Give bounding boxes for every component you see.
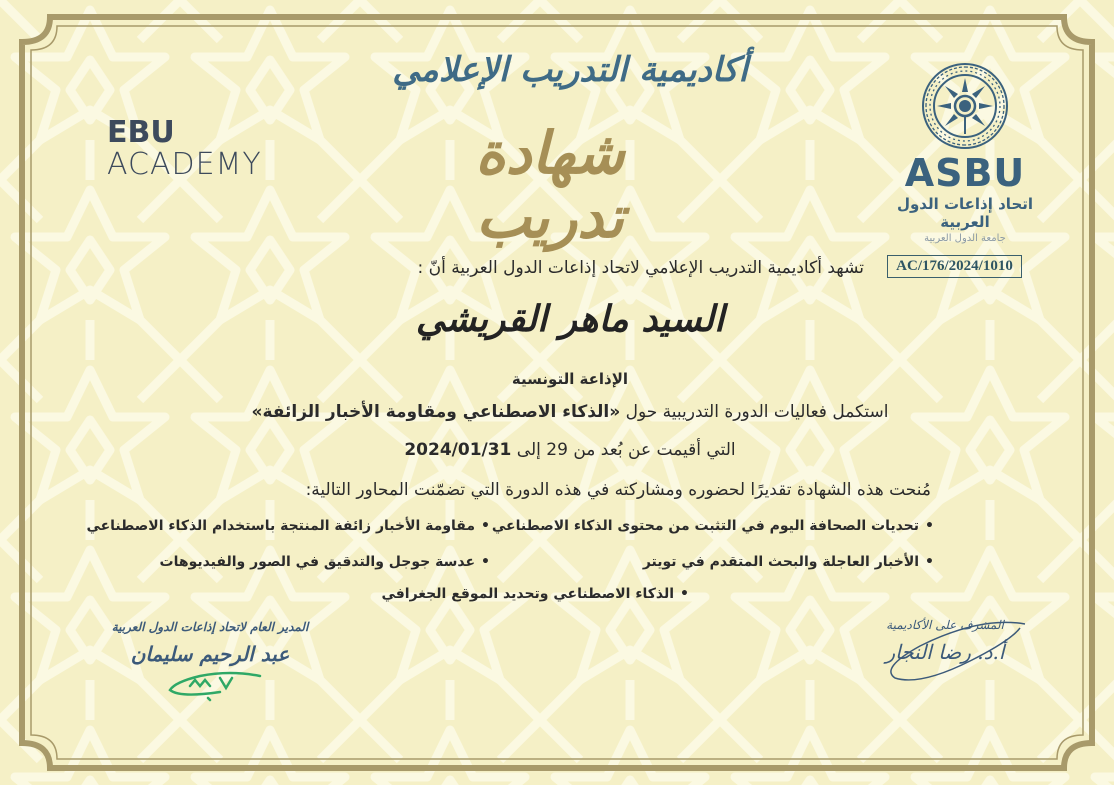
certification-intro: تشهد أكاديمية التدريب الإعلامي لاتحاد إذاعات الدول العربية أنّ : (417, 258, 864, 278)
reference-number: AC/176/2024/1010 (887, 255, 1022, 278)
topic-item: •الذكاء الاصطناعي وتحديد الموقع الجغرافي (381, 586, 689, 602)
course-line (200, 402, 940, 422)
signatory-role: المشرف على الأكاديمية (886, 618, 1004, 632)
bullet-icon: • (925, 554, 934, 570)
ebu-logo-line2: ACADEMY (107, 147, 262, 182)
certificate-title: شهادة تدريب (475, 119, 625, 251)
signatory-role: المدير العام لاتحاد إذاعات الدول العربية (111, 620, 309, 634)
bullet-icon: • (680, 586, 689, 602)
asbu-arabic-name: اتحاد إذاعات الدول العربية (896, 195, 1034, 231)
asbu-name: ASBU (904, 151, 1026, 195)
signatory-name: عبد الرحيم سليمان (130, 642, 290, 666)
bullet-icon: • (481, 554, 490, 570)
sun-wreath-emblem-icon (921, 62, 1009, 150)
asbu-logo (895, 62, 1035, 244)
dates-end: 2024/01/31 (404, 440, 512, 460)
granted-statement: مُنحت هذه الشهادة تقديرًا لحضوره ومشاركته في هذه الدورة التي تضمّنت المحاور التالية: (305, 480, 931, 500)
bullet-icon: • (481, 518, 490, 534)
topic-item: •عدسة جوجل والتدقيق في الصور والفيديوهات (159, 554, 490, 570)
topic-item: •مقاومة الأخبار زائفة المنتجة باستخدام الذكاء الاصطناعي (86, 518, 490, 534)
signatory-name: أ.د. رضا النجار (885, 640, 1005, 664)
course-prefix: استكمل فعاليات الدورة التدريبية حول (625, 402, 889, 422)
academy-title: أكاديمية التدريب الإعلامي (392, 50, 748, 90)
dates-prefix: التي أقيمت عن بُعد من 29 إلى (516, 440, 736, 460)
topic-item: •تحديات الصحافة اليوم في التثبت من محتوى الذكاء الاصطناعي (491, 518, 934, 534)
signature-block-academy-supervisor (855, 618, 1035, 664)
green-signature-icon (150, 668, 270, 703)
ebu-academy-logo (107, 115, 262, 182)
blue-signature-icon (860, 616, 1030, 686)
ebu-logo-line1: EBU (107, 115, 175, 150)
recipient-name: السيد ماهر القريشي (415, 298, 725, 340)
course-title: «الذكاء الاصطناعي ومقاومة الأخبار الزائفة» (251, 402, 621, 422)
asbu-subtitle: جامعة الدول العربية (924, 233, 1006, 244)
signature-block-director-general (85, 620, 335, 703)
recipient-organization: الإذاعة التونسية (511, 370, 629, 388)
topic-item: •الأخبار العاجلة والبحث المتقدم في تويتر (642, 554, 934, 570)
bullet-icon: • (925, 518, 934, 534)
course-dates (300, 440, 840, 460)
